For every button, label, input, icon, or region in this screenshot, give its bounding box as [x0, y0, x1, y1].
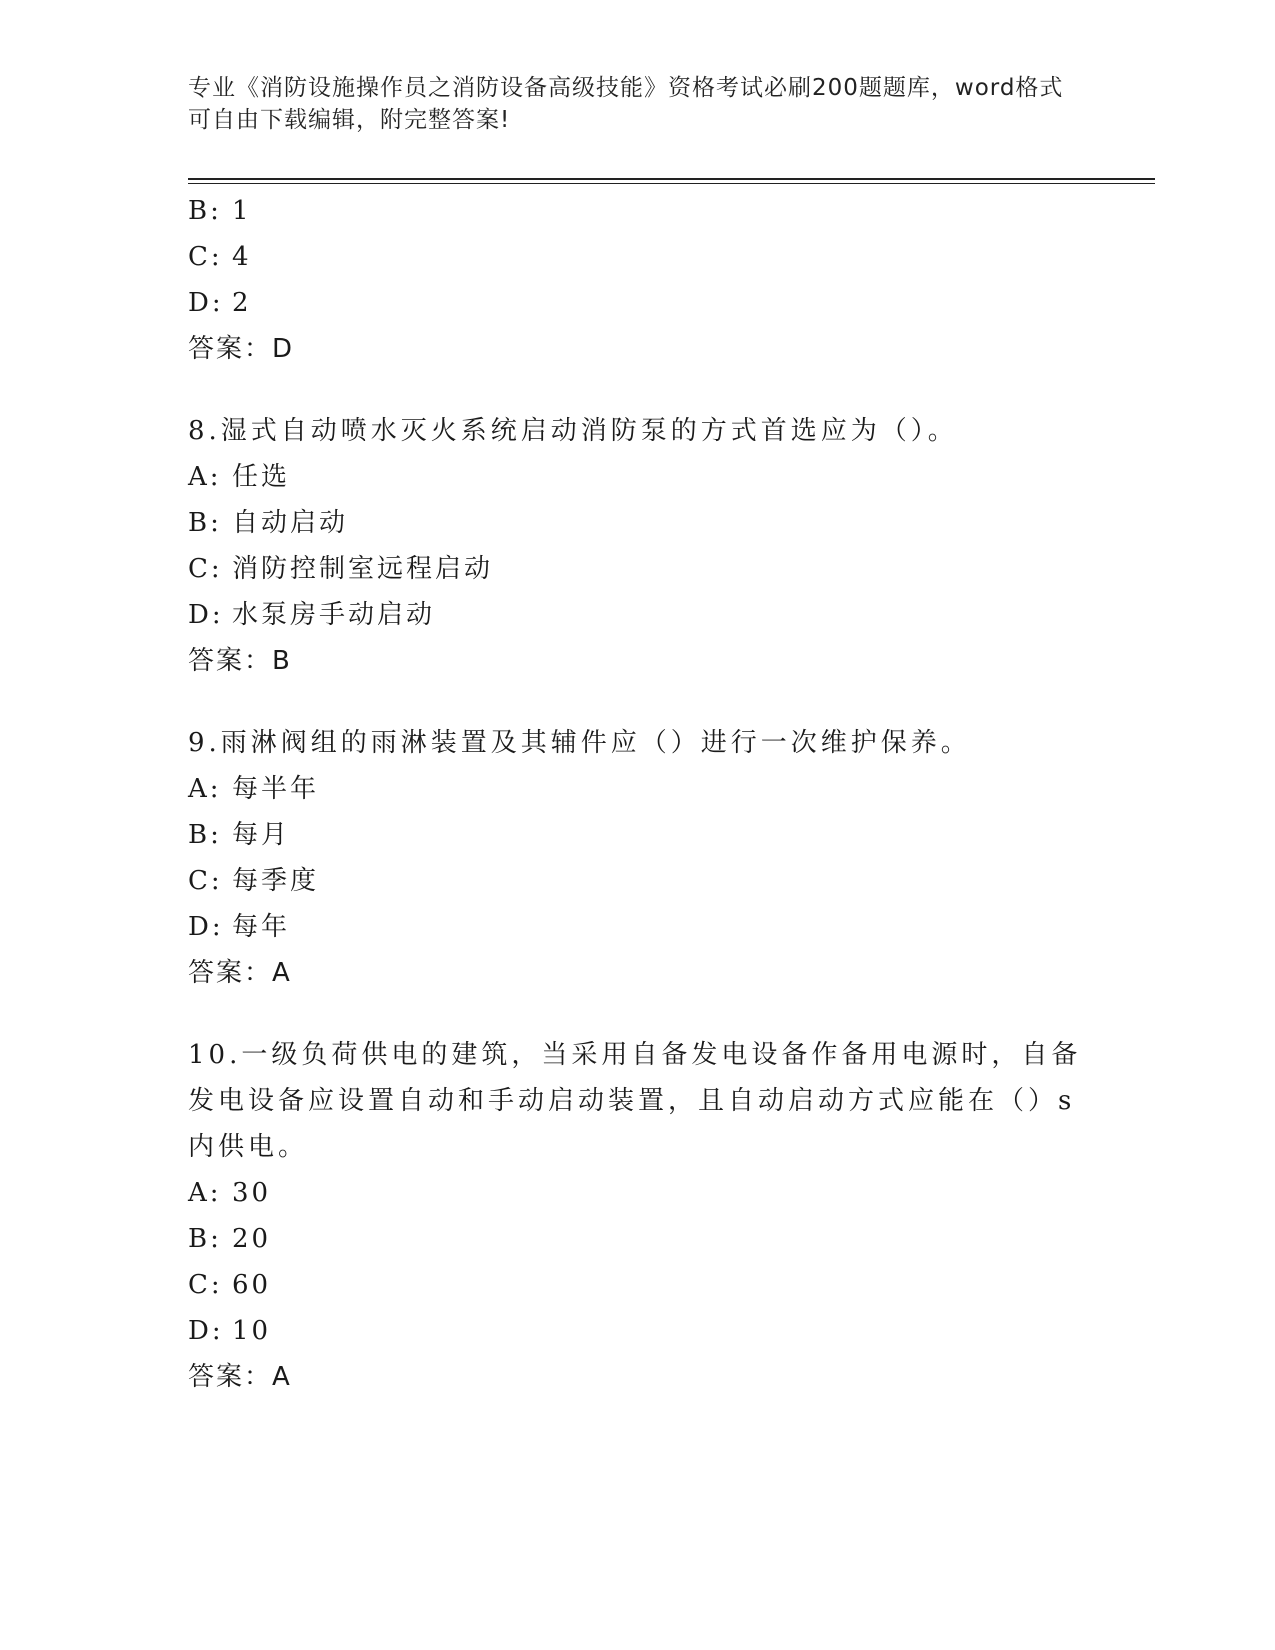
answer-line: 答案：D: [188, 334, 295, 364]
question-block-9: [188, 720, 1088, 996]
option-key: C:: [188, 242, 223, 272]
option-text: 每月: [232, 820, 291, 850]
option-text: 1: [232, 196, 252, 226]
option-line: [188, 234, 1088, 280]
option-line: [188, 188, 1088, 234]
option-key: B:: [188, 196, 222, 226]
option-key: C:: [188, 1270, 223, 1300]
document-body: [188, 188, 1088, 1400]
option-text: 每年: [232, 912, 291, 942]
option-key: B:: [188, 508, 222, 538]
option-line: [188, 280, 1088, 326]
option-line: [188, 454, 1088, 500]
option-key: C:: [188, 554, 223, 584]
question-block-8: [188, 408, 1088, 684]
option-line: [188, 766, 1088, 812]
option-key: D:: [188, 912, 224, 942]
option-line: [188, 546, 1088, 592]
option-line: [188, 592, 1088, 638]
option-line: [188, 1216, 1088, 1262]
option-text: 自动启动: [232, 508, 349, 538]
question-stem: 10.一级负荷供电的建筑，当采用自备发电设备作备用电源时，自备发电设备应设置自动和手动启动装置，且自动启动方式应能在（）s内供电。: [188, 1040, 1082, 1162]
option-key: D:: [188, 288, 224, 318]
question-block-10: [188, 1032, 1088, 1400]
question-stem: 8.湿式自动喷水灭火系统启动消防泵的方式首选应为（）。: [188, 416, 958, 446]
answer-line: 答案：A: [188, 958, 292, 988]
option-key: A:: [188, 462, 222, 492]
option-line: [188, 1262, 1088, 1308]
option-line: [188, 904, 1088, 950]
option-key: B:: [188, 820, 222, 850]
option-line: [188, 1308, 1088, 1354]
option-line: [188, 812, 1088, 858]
option-text: 每半年: [232, 774, 320, 804]
option-line: [188, 1170, 1088, 1216]
option-key: C:: [188, 866, 223, 896]
option-text: 4: [232, 242, 252, 272]
option-text: 10: [232, 1316, 272, 1346]
option-text: 2: [232, 288, 252, 318]
option-text: 消防控制室远程启动: [232, 554, 494, 584]
option-key: B:: [188, 1224, 222, 1254]
answer-line: 答案：B: [188, 646, 292, 676]
answer-line: 答案：A: [188, 1362, 292, 1392]
option-line: [188, 858, 1088, 904]
option-text: 30: [232, 1178, 272, 1208]
question-block-prev: [188, 188, 1088, 372]
option-text: 每季度: [232, 866, 320, 896]
option-key: A:: [188, 774, 222, 804]
header-divider: [188, 178, 1155, 184]
option-line: [188, 500, 1088, 546]
option-text: 水泵房手动启动: [232, 600, 436, 630]
option-text: 20: [232, 1224, 272, 1254]
question-stem: 9.雨淋阀组的雨淋装置及其辅件应（）进行一次维护保养。: [188, 728, 971, 758]
document-header: 专业《消防设施操作员之消防设备高级技能》资格考试必刷200题题库，word格式可自由下载编辑，附完整答案!: [188, 75, 1064, 133]
option-key: D:: [188, 600, 224, 630]
option-text: 任选: [232, 462, 291, 492]
option-text: 60: [232, 1270, 272, 1300]
option-key: A:: [188, 1178, 222, 1208]
option-key: D:: [188, 1316, 224, 1346]
